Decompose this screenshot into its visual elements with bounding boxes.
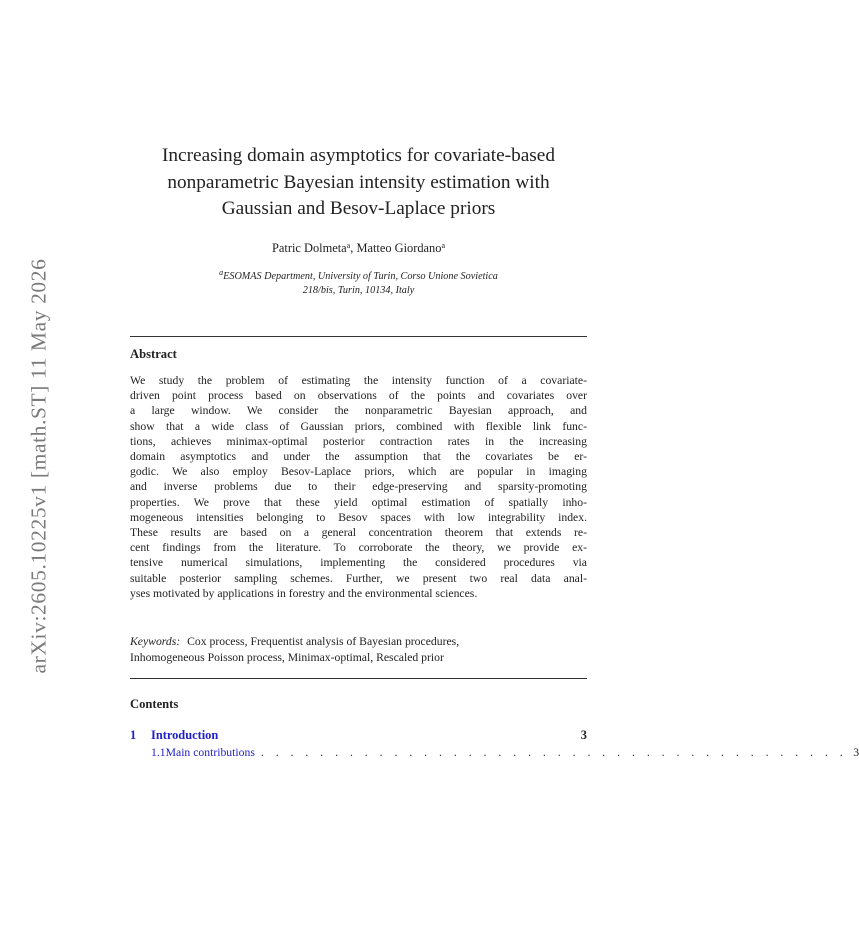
author-affiliation-mark: a <box>346 241 351 250</box>
toc-title-link[interactable]: Main contributions <box>165 746 255 759</box>
toc-entry-main-contributions[interactable] <box>151 746 859 759</box>
toc-entry-introduction[interactable] <box>130 728 587 743</box>
abstract-line: domain asymptotics and under the assumption that the covariates be er- <box>130 450 587 464</box>
abstract-line: show that a wide class of Gaussian priors, combined with flexible link func- <box>130 419 587 433</box>
arxiv-stamp: arXiv:2605.10225v1 [math.ST] 11 May 2026 <box>26 258 51 674</box>
abstract-line: suitable posterior sampling schemes. Further, we present two real data anal- <box>130 571 587 585</box>
keywords-line <box>130 634 587 650</box>
abstract-line: properties. We prove that these yield optimal estimation of spatially inho- <box>130 495 587 509</box>
toc-page-number[interactable]: 3 <box>853 746 859 759</box>
title-line: Increasing domain asymptotics for covariate-based <box>162 145 555 166</box>
affiliation-text: ESOMAS Department, University of Turin, Corso Unione Sovietica <box>223 271 498 282</box>
toc-number: 1.1 <box>151 746 166 759</box>
keywords <box>130 634 587 666</box>
toc-page-number[interactable]: 3 <box>580 728 587 742</box>
abstract-line: tions, achieves minimax-optimal posterior contraction rates in the increasing <box>130 434 587 448</box>
keywords-label: Keywords: <box>130 635 181 648</box>
author-name: Matteo Giordano <box>356 241 442 255</box>
abstract-line: These results are based on a general concentration theorem that extends re- <box>130 526 587 540</box>
keywords-text: Cox process, Frequentist analysis of Bayesian procedures, <box>187 635 460 648</box>
contents-heading: Contents <box>130 697 179 711</box>
abstract-heading: Abstract <box>130 347 177 361</box>
abstract-line: a large window. We consider the nonparametric Bayesian approach, and <box>130 404 587 418</box>
abstract-line: We study the problem of estimating the intensity function of a covariate- <box>130 374 587 387</box>
keywords-line: Inhomogeneous Poisson process, Minimax-optimal, Rescaled prior <box>130 651 444 664</box>
affiliation-mark: a <box>219 268 224 277</box>
affiliation-line <box>130 266 587 284</box>
toc-dot-leader: . . . . . . . . . . . . . . . . . . . . . . . . . . . . . . . . . . . . . . . . <box>260 746 848 759</box>
title-line: nonparametric Bayesian intensity estimation with <box>167 171 550 193</box>
abstract-line: yses motivated by applications in forestry and the environmental sciences. <box>130 586 478 600</box>
abstract-body <box>130 373 587 601</box>
abstract-top-rule <box>130 336 587 337</box>
abstract-line: cent findings from the literature. To corroborate the theory, we provide ex- <box>130 541 587 555</box>
affiliation-line: 218/bis, Turin, 10134, Italy <box>302 285 415 296</box>
abstract-line: mogeneous intensities belonging to Besov spaces with low integrability index. <box>130 510 587 524</box>
author-name: Patric Dolmeta <box>272 241 347 255</box>
author-separator: , <box>350 241 357 255</box>
title-line: Gaussian and Besov-Laplace priors <box>221 198 496 219</box>
toc-number: 1 <box>130 728 137 742</box>
abstract-bottom-rule <box>130 678 587 679</box>
abstract-line: tensive numerical simulations, implementing the considered procedures via <box>130 556 587 570</box>
abstract-line: and inverse problems due to their edge-preserving and sparsity-promoting <box>130 480 587 494</box>
author-affiliation-mark: a <box>441 241 445 250</box>
toc-title-link[interactable]: Introduction <box>151 728 219 742</box>
abstract-line: driven point process based on observations of the points and covariates over <box>130 389 587 403</box>
affiliation <box>130 266 587 298</box>
author-list <box>130 238 587 256</box>
abstract-line: godic. We also employ Besov-Laplace priors, which are popular in imaging <box>130 465 587 479</box>
paper-title <box>130 143 587 223</box>
